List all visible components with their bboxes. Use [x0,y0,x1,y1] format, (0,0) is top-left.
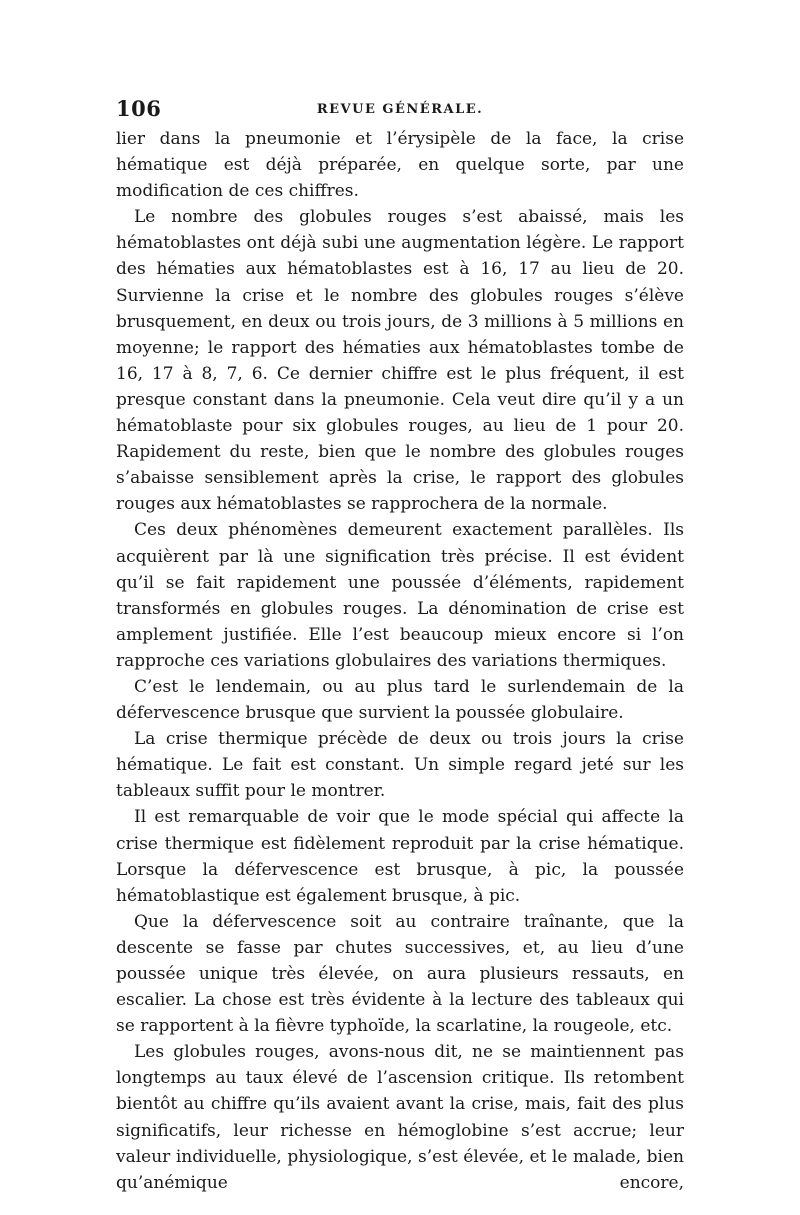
paragraph: Ces deux phénomènes demeurent exactement parallèles. Ils acquièrent par là une signification très précise. Il est évident qu’il se fait rapidement une poussée d’éléments, rapidement transformés en globules rouges. La dénomination de crise est amplement justifiée. Elle l’est beaucoup mieux encore si l’on rapproche ces variations globulaires des variations thermiques. [116,520,684,671]
page-number: 106 [116,96,162,121]
body-text [116,126,684,1196]
page-header [116,96,684,126]
paragraph: Il est remarquable de voir que le mode spécial qui affecte la crise thermique est fidèlement reproduit par la crise hématique. Lorsque la défervescence est brusque, à pic, la poussée hématoblastique est également brusque, à pic. [116,807,684,906]
paragraph: La crise thermique précède de deux ou trois jours la crise hématique. Le fait est constant. Un simple regard jeté sur les tableaux suffit pour le montrer. [116,729,684,802]
paragraph: lier dans la pneumonie et l’érysipèle de la face, la crise hématique est déjà préparée, en quelque sorte, par une modification de ces chiffres. [116,129,684,202]
running-head: REVUE GÉNÉRALE. [316,102,484,117]
paragraph: Que la défervescence soit au contraire traînante, que la descente se fasse par chutes successives, et, au lieu d’une poussée unique très élevée, on aura plusieurs ressauts, en escalier. La chose est très évidente à la lecture des tableaux qui se rapportent à la fièvre typhoïde, la scarlatine, la rougeole, etc. [116,911,684,1037]
paragraph: Les globules rouges, avons-nous dit, ne se maintiennent pas longtemps au taux élevé de l’ascension critique. Ils retombent bientôt au chiffre qu’ils avaient avant la crise, mais, fait des plus significatifs, leur richesse en hémoglobine s’est accrue; leur valeur individuelle, physiologique, s’est élevée, et le malade, bien qu’anémique encore, [116,1042,684,1193]
paragraph: Le nombre des globules rouges s’est abaissé, mais les hématoblastes ont déjà subi une augmentation légère. Le rapport des hématies aux hématoblastes est à 16, 17 au lieu de 20. Survienne la crise et le nombre des globules rouges s’élève brusquement, en deux ou trois jours, de 3 millions à 5 millions en moyenne; le rapport des hématies aux hématoblastes tombe de 16, 17 à 8, 7, 6. Ce dernier chiffre est le plus fréquent, il est presque constant dans la pneumonie. Cela veut dire qu’il y a un hématoblaste pour six globules rouges, au lieu de 1 pour 20. Rapidement du reste, bien que le nombre des globules rouges s’abaisse sensiblement après la crise, le rapport des globules rouges aux hématoblastes se rapprochera de la normale. [116,207,684,515]
paragraph: C’est le lendemain, ou au plus tard le surlendemain de la défervescence brusque que survient la poussée globulaire. [116,676,684,724]
